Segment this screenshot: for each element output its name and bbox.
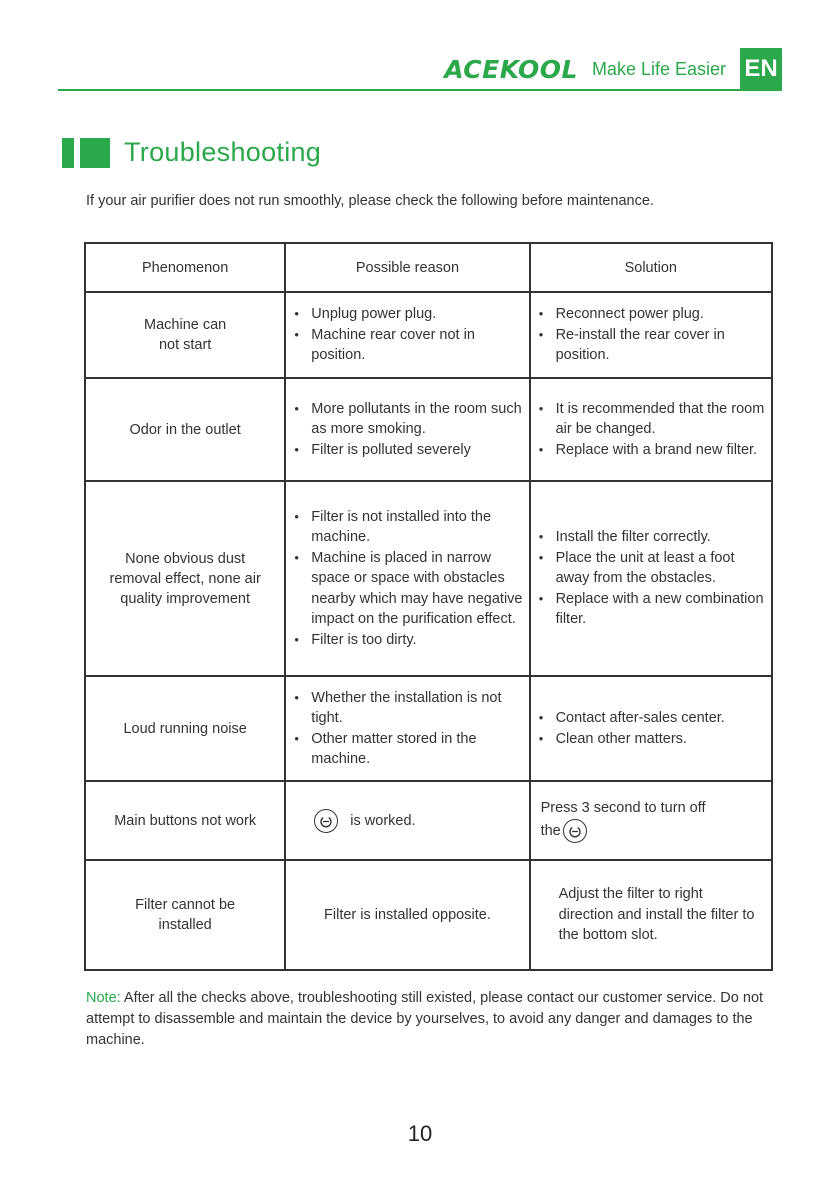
reason-cell (285, 860, 529, 970)
phenomenon-cell (85, 781, 285, 860)
brand-logo: ACEKOOL (444, 54, 578, 84)
phenomenon-cell (85, 676, 285, 781)
column-header-reason: Possible reason (285, 243, 529, 292)
troubleshooting-table (84, 242, 773, 971)
heading-marker-small (62, 138, 74, 168)
solution-cell (530, 781, 772, 860)
phenomenon-text: Filter cannot be installed (135, 897, 236, 933)
section-heading (62, 137, 321, 168)
solution-cell (530, 481, 772, 676)
reason-inline (286, 809, 528, 833)
heading-marker-large (80, 138, 110, 168)
solution-list (531, 527, 771, 630)
solution-cell (530, 292, 772, 378)
reason-text: is worked. (350, 812, 416, 829)
table-row (85, 481, 772, 676)
reason-text: Filter is installed opposite. (324, 907, 491, 923)
list-item: ● Other matter stored in the machine. (292, 729, 522, 770)
table-row (85, 676, 772, 781)
list-item: ● It is recommended that the room air be changed. (537, 399, 765, 440)
phenomenon-text: Main buttons not work (114, 812, 257, 829)
list-item: ● Whether the installation is not tight. (292, 688, 522, 729)
phenomenon-text: Odor in the outlet (129, 421, 241, 438)
phenomenon-cell (85, 378, 285, 481)
list-item: ● Replace with a brand new filter. (537, 440, 765, 461)
solution-cell (530, 860, 772, 970)
page-header (444, 48, 782, 90)
solution-list (531, 304, 771, 366)
solution-cell (530, 378, 772, 481)
solution-line: Press 3 second to turn off (540, 800, 706, 817)
column-header-phenomenon: Phenomenon (85, 243, 285, 292)
list-item: ● Filter is polluted severely (292, 440, 522, 461)
list-item: ● Clean other matters. (537, 729, 765, 750)
power-icon (563, 819, 587, 843)
table-row (85, 378, 772, 481)
table-row (85, 860, 772, 970)
page-title: Troubleshooting (124, 137, 322, 167)
table-row (85, 292, 772, 378)
header-divider (58, 89, 782, 91)
list-item: ● Re-install the rear cover in position. (537, 325, 765, 366)
reason-list (286, 688, 528, 770)
list-item: ● Contact after-sales center. (537, 708, 765, 729)
solution-list (531, 399, 771, 461)
column-header-solution: Solution (530, 243, 772, 292)
phenomenon-cell (85, 860, 285, 970)
list-item: ● More pollutants in the room such as more smoking. (292, 399, 522, 440)
phenomenon-text: Machine can not start (144, 317, 227, 353)
note-text: After all the checks above, troubleshooting still existed, please contact our customer service. Do not attempt to disassemble and maintain the device by yourselves, to avoid any danger and damages to the machine. (86, 990, 764, 1048)
reason-list (286, 399, 528, 461)
reason-cell (285, 676, 529, 781)
note-paragraph (86, 988, 786, 1051)
reason-cell (285, 378, 529, 481)
phenomenon-text: Loud running noise (123, 720, 247, 737)
list-item: ● Place the unit at least a foot away from the obstacles. (537, 548, 765, 589)
solution-line-with-icon (541, 819, 761, 843)
note-label: Note: (86, 990, 121, 1006)
power-icon (314, 809, 338, 833)
reason-cell (285, 481, 529, 676)
list-item: ● Filter is not installed into the machine. (292, 507, 522, 548)
solution-text (531, 798, 771, 843)
list-item: ● Filter is too dirty. (292, 630, 522, 651)
phenomenon-text: None obvious dust removal effect, none air quality improvement (109, 550, 261, 607)
table-row (85, 781, 772, 860)
language-badge: EN (740, 48, 782, 90)
list-item: ● Machine rear cover not in position. (292, 325, 522, 366)
reason-list (286, 304, 528, 366)
brand-tagline: Make Life Easier (591, 58, 726, 79)
list-item: ● Machine is placed in narrow space or space with obstacles nearby which may have negative impact on the purification effect. (292, 548, 522, 630)
reason-cell (285, 292, 529, 378)
page-number: 10 (407, 1121, 433, 1146)
solution-list (531, 708, 771, 749)
solution-cell (530, 676, 772, 781)
list-item: ● Replace with a new combination filter. (537, 589, 765, 630)
list-item: ● Reconnect power plug. (537, 304, 765, 325)
phenomenon-cell (85, 292, 285, 378)
table-header-row (85, 243, 772, 292)
reason-cell (285, 781, 529, 860)
list-item: ● Unplug power plug. (292, 304, 522, 325)
phenomenon-cell (85, 481, 285, 676)
list-item: ● Install the filter correctly. (537, 527, 765, 548)
solution-text: Adjust the filter to right direction and install the filter to the bottom slot. (558, 886, 755, 944)
reason-list (286, 507, 528, 651)
intro-text: If your air purifier does not run smoothly, please check the following before maintenance. (86, 193, 654, 209)
solution-line: the (540, 822, 561, 839)
